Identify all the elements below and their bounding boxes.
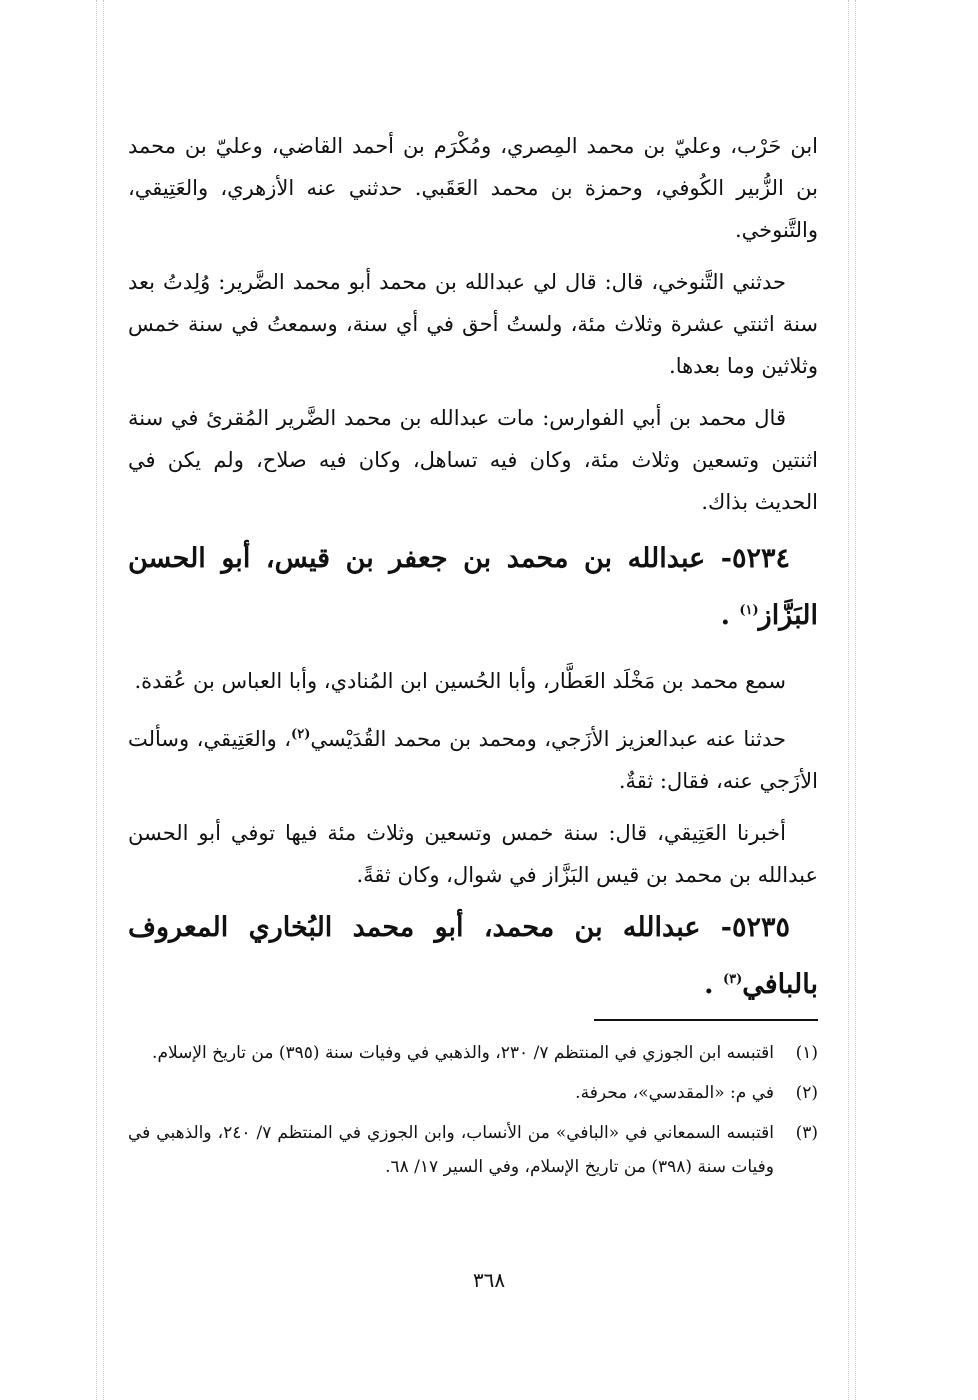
footnote-number: (٣): [795, 1123, 818, 1143]
footnotes: [128, 1036, 818, 1190]
scan-margin-line-left: [96, 0, 97, 1400]
page-number: ٣٦٨: [472, 1268, 506, 1292]
footnote-number: (١): [795, 1043, 818, 1063]
entry-heading-5234-text: ٥٢٣٤- عبدالله بن محمد بن جعفر بن قيس، أبو الحسن البَزَّاز: [128, 543, 818, 631]
paragraph-5-start: حدثنا عنه عبدالعزيز الأزَجي، ومحمد بن محمد القُدَيْسي: [310, 727, 786, 751]
footnote-3: [128, 1116, 818, 1184]
paragraph-1: ابن حَرْب، وعليّ بن محمد المِصري، ومُكْرَم بن أحمد القاضي، وعليّ بن محمد بن الزُّبير الكُوفي، وحمزة بن محمد العَقَبي. حدثني عنه الأزهري، والعَتِيقي، والتَّنوخي.: [128, 134, 818, 242]
footnote-text: اقتبسه السمعاني في «البافي» من الأنساب، وابن الجوزي في المنتظم ٧/ ٢٤٠، والذهبي في وفيات سنة (٣٩٨) من تاريخ الإسلام، وفي السير ١٧/ ٦٨.: [128, 1123, 775, 1177]
paragraph-4: سمع محمد بن مَخْلَد العَطَّار، وأبا الحُسين ابن المُنادي، وأبا العباس بن عُقدة.: [134, 669, 786, 693]
scan-margin-line-right: [848, 0, 849, 1400]
footnote-2: [128, 1076, 818, 1110]
footnote-text: في م: «المقدسي»، محرفة.: [575, 1083, 774, 1103]
entry-heading-5235: [128, 902, 818, 1011]
entry-heading-5234: [128, 533, 818, 642]
footnote-number: (٢): [795, 1083, 818, 1103]
footnote-text: اقتبسه ابن الجوزي في المنتظم ٧/ ٢٣٠، والذهبي في وفيات سنة (٣٩٥) من تاريخ الإسلام.: [152, 1043, 774, 1063]
paragraph-6: أخبرنا العَتِيقي، قال: سنة خمس وتسعين وثلاث مئة فيها توفي أبو الحسن عبدالله بن محمد بن قيس البَزَّاز في شوال، وكان ثقةً.: [128, 821, 818, 887]
paragraph-3: قال محمد بن أبي الفوارس: مات عبدالله بن محمد الضَّرير المُقرئ في سنة اثنتين وتسعين وثلاث مئة، وكان فيه تساهل، وكان فيه صلاح، ولم يكن في الحديث بذاك.: [128, 406, 818, 514]
footnote-marker-1: (١): [739, 603, 759, 618]
footnote-marker-2: (٢): [291, 727, 311, 742]
paragraph-2: حدثني التَّنوخي، قال: قال لي عبدالله بن محمد أبو محمد الضَّرير: وُلِدتُ بعد سنة اثنتي عشرة وثلاث مئة، ولستُ أحق في أي سنة، وسمعتُ في سنة خمس وثلاثين وما بعدها.: [128, 270, 818, 378]
scan-margin-line-right-2: [855, 0, 856, 1400]
entry-heading-5235-end: .: [704, 969, 723, 1000]
paragraph-5: [128, 714, 818, 802]
scan-margin-line-left-2: [103, 0, 104, 1400]
footnote-marker-3: (٣): [722, 972, 743, 987]
footnote-1: [128, 1036, 818, 1070]
entry-heading-5234-end: .: [720, 600, 740, 631]
paragraph-5-end: ، والعَتِيقي، وسألت الأزَجي عنه، فقال: ثقةٌ.: [128, 727, 818, 793]
entry-heading-5235-text: ٥٢٣٥- عبدالله بن محمد، أبو محمد البُخاري المعروف بالبافي: [128, 912, 818, 1000]
main-text: [128, 125, 818, 1011]
footnote-separator: [594, 1019, 818, 1021]
